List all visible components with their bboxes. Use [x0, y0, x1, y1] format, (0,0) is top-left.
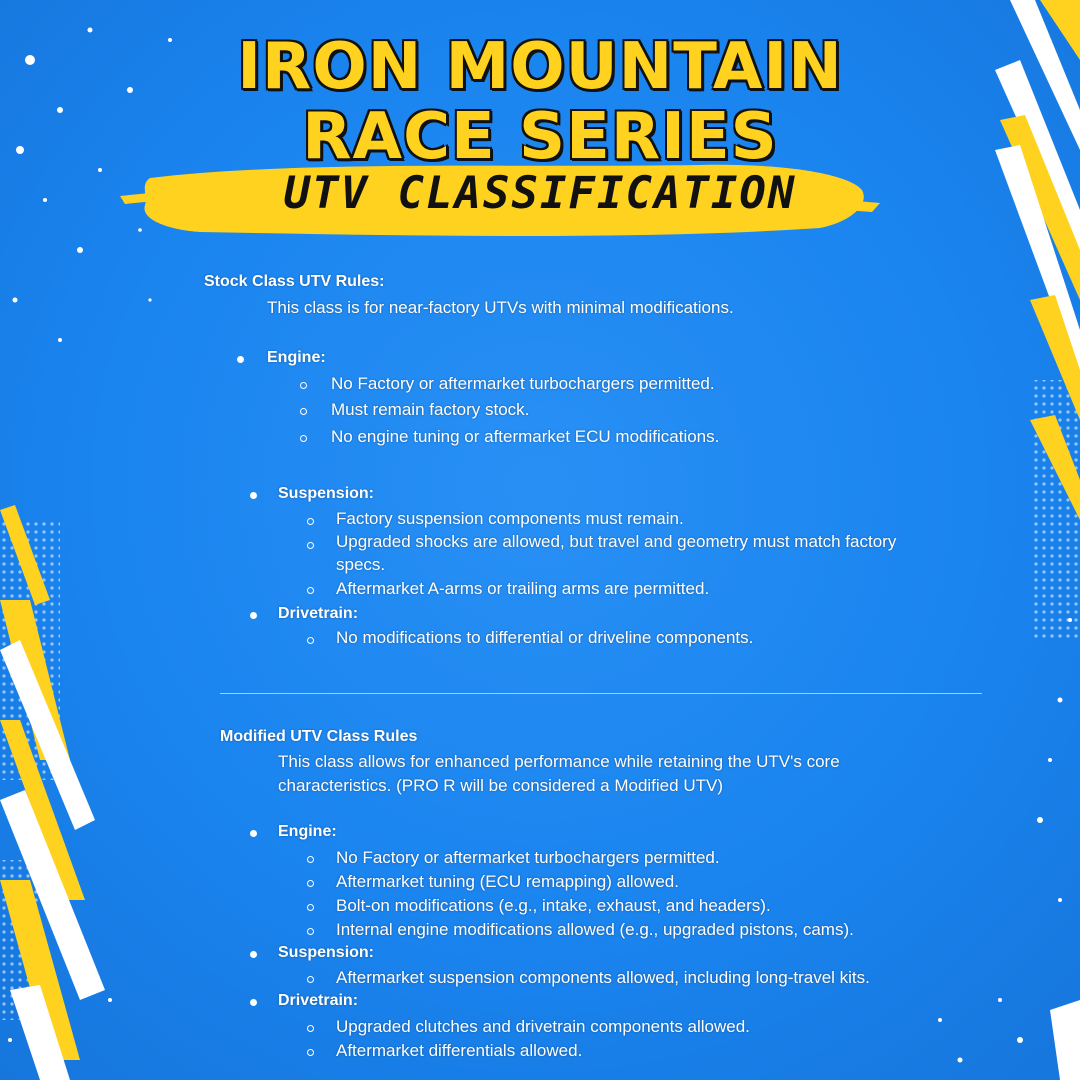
stock-engine-item: Must remain factory stock.	[331, 400, 530, 419]
modified-suspension-item: Aftermarket suspension components allowed, including long-travel kits.	[336, 968, 870, 987]
stock-drivetrain-label: Drivetrain:	[278, 605, 359, 622]
bullet-circle	[307, 1025, 314, 1032]
bullet-dot	[250, 492, 257, 499]
bullet-circle	[307, 976, 314, 983]
subtitle: UTV CLASSIFICATION	[283, 168, 797, 219]
bullet-circle	[307, 904, 314, 911]
stock-suspension-item: Factory suspension components must remain.	[336, 509, 684, 528]
modified-engine-item: Aftermarket tuning (ECU remapping) allowed.	[336, 872, 679, 891]
stock-suspension-item: Aftermarket A-arms or trailing arms are permitted.	[336, 579, 710, 598]
bullet-circle	[307, 1049, 314, 1056]
stock-engine-label: Engine:	[267, 349, 326, 366]
bullet-dot	[250, 951, 257, 958]
bullet-circle	[307, 542, 314, 549]
stock-engine-item: No engine tuning or aftermarket ECU modifications.	[331, 427, 720, 446]
stock-engine-item: No Factory or aftermarket turbochargers permitted.	[331, 374, 715, 393]
bullet-circle	[307, 856, 314, 863]
modified-intro-1: This class allows for enhanced performance while retaining the UTV's core	[278, 752, 840, 771]
bullet-dot	[250, 830, 257, 837]
modified-drivetrain-item: Upgraded clutches and drivetrain components allowed.	[336, 1017, 750, 1036]
bullet-circle	[307, 880, 314, 887]
bullet-dot	[250, 999, 257, 1006]
stock-suspension-label: Suspension:	[278, 485, 375, 502]
bullet-circle	[307, 587, 314, 594]
bullet-circle	[307, 928, 314, 935]
bullet-circle	[300, 408, 307, 415]
bullet-circle	[307, 637, 314, 644]
bullet-circle	[307, 518, 314, 525]
modified-drivetrain-label: Drivetrain:	[278, 992, 359, 1009]
modified-suspension-label: Suspension:	[278, 944, 375, 961]
section-divider	[220, 693, 982, 694]
stock-drivetrain-item: No modifications to differential or driveline components.	[336, 628, 754, 647]
modified-drivetrain-item: Aftermarket differentials allowed.	[336, 1041, 583, 1060]
modified-engine-label: Engine:	[278, 823, 337, 840]
modified-intro-2: characteristics. (PRO R will be considered a Modified UTV)	[278, 776, 723, 795]
modified-engine-item: Bolt-on modifications (e.g., intake, exhaust, and headers).	[336, 896, 771, 915]
bullet-circle	[300, 435, 307, 442]
title-line-2: RACE SERIES	[302, 100, 778, 174]
modified-heading: Modified UTV Class Rules	[220, 728, 418, 745]
stock-suspension-item: Upgraded shocks are allowed, but travel and geometry must match factory	[336, 532, 897, 551]
bullet-circle	[300, 382, 307, 389]
modified-engine-item: No Factory or aftermarket turbochargers permitted.	[336, 848, 720, 867]
bullet-dot	[237, 356, 244, 363]
title-line-1: IRON MOUNTAIN	[237, 30, 843, 104]
stock-intro: This class is for near-factory UTVs with minimal modifications.	[267, 298, 734, 317]
bullet-dot	[250, 612, 257, 619]
stock-suspension-item-cont: specs.	[336, 555, 386, 574]
stock-heading: Stock Class UTV Rules:	[204, 273, 385, 290]
modified-engine-item: Internal engine modifications allowed (e.g., upgraded pistons, cams).	[336, 920, 854, 939]
